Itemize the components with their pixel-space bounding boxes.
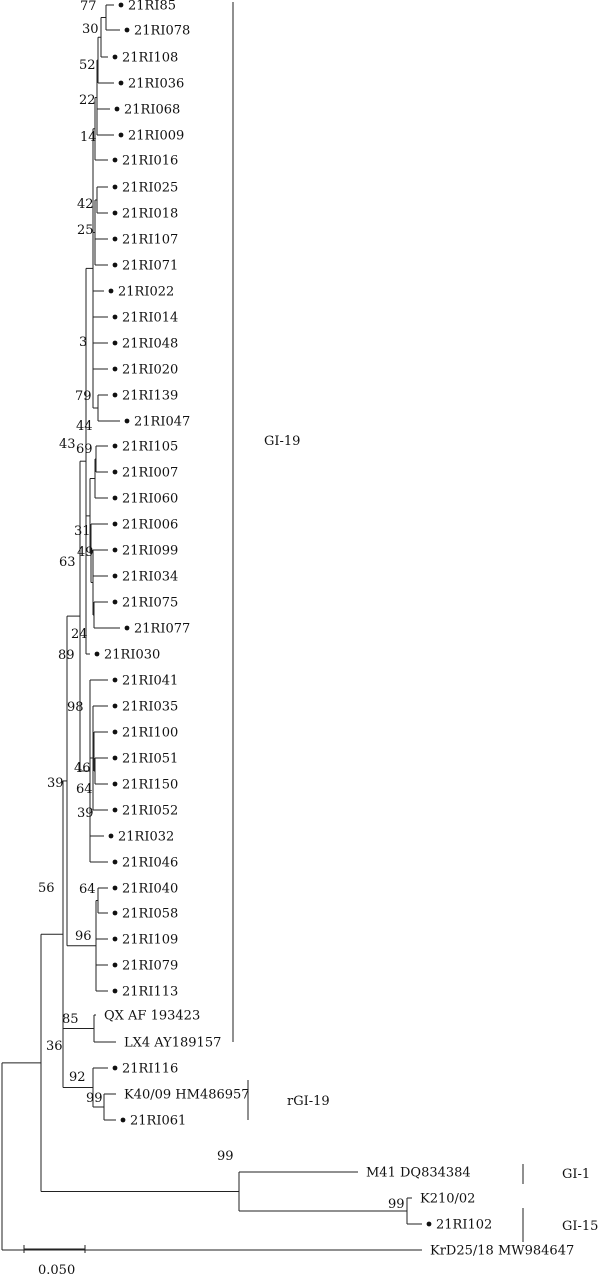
leaf-marker-dot [119, 81, 124, 86]
leaf-label: 21RI099 [122, 543, 179, 559]
leaf-label: 21RI046 [122, 855, 179, 871]
leaf-label: 21RI068 [124, 102, 181, 118]
leaf-marker-dot [113, 808, 118, 813]
leaf-label: 21RI009 [128, 128, 185, 144]
leaf-marker-dot [109, 289, 114, 294]
leaf-marker-dot [125, 419, 130, 424]
bootstrap-value: 99 [86, 1091, 103, 1106]
bootstrap-value: 43 [59, 437, 76, 452]
leaf-marker-dot [113, 55, 118, 60]
leaf-label: 21RI048 [122, 336, 179, 352]
leaf-label: KrD25/18 MW984647 [430, 1243, 575, 1259]
leaf-label: 21RI022 [118, 284, 175, 300]
bootstrap-value: 3 [79, 335, 88, 350]
leaf-marker-dot [113, 315, 118, 320]
leaf-marker-dot [121, 1118, 126, 1123]
leaf-label: 21RI006 [122, 517, 179, 533]
bootstrap-value: 99 [217, 1149, 234, 1164]
bootstrap-value: 44 [76, 419, 93, 434]
leaf-label: 21RI071 [122, 258, 179, 274]
bootstrap-value: 85 [62, 1012, 79, 1027]
bootstrap-value: 89 [58, 648, 75, 663]
leaf-marker-dot [113, 1066, 118, 1071]
leaf-label: 21RI139 [122, 388, 179, 404]
leaf-marker-dot [95, 652, 100, 657]
leaf-label: 21RI079 [122, 958, 179, 974]
leaf-marker-dot [113, 704, 118, 709]
bootstrap-value: 63 [59, 555, 76, 570]
bootstrap-value: 64 [79, 882, 96, 897]
leaf-label: 21RI047 [134, 414, 191, 430]
leaf-marker-dot [113, 911, 118, 916]
leaf-marker-dot [113, 341, 118, 346]
leaf-label: 21RI150 [122, 777, 179, 793]
leaf-label: 21RI102 [436, 1217, 493, 1233]
leaf-labels [104, 0, 574, 1259]
bootstrap-value: 69 [76, 442, 93, 457]
leaf-label: 21RI85 [128, 0, 177, 14]
bootstrap-value: 42 [77, 197, 94, 212]
clade-label-gi-15: GI-15 [562, 1219, 599, 1234]
leaf-marker-dot [115, 107, 120, 112]
leaf-label: 21RI025 [122, 180, 179, 196]
bootstrap-value: 56 [38, 881, 55, 896]
leaf-marker-dot [113, 522, 118, 527]
leaf-label: K210/02 [420, 1191, 476, 1207]
leaf-marker-dot [113, 989, 118, 994]
leaf-label: 21RI040 [122, 881, 179, 897]
leaf-label: 21RI058 [122, 906, 179, 922]
bootstrap-value: 79 [75, 389, 92, 404]
leaf-marker-dot [113, 886, 118, 891]
bootstrap-value: 22 [79, 93, 96, 108]
leaf-marker-dot [113, 367, 118, 372]
bootstrap-value: 39 [77, 806, 94, 821]
bootstrap-value: 36 [46, 1039, 63, 1054]
leaf-label: LX4 AY189157 [124, 1035, 222, 1051]
leaf-marker-dot [113, 574, 118, 579]
leaf-marker-dot [113, 263, 118, 268]
leaf-label: 21RI051 [122, 751, 179, 767]
leaf-marker-dot [113, 860, 118, 865]
bootstrap-value: 49 [77, 545, 94, 560]
bootstrap-value: 31 [74, 524, 91, 539]
leaf-label: 21RI113 [122, 984, 179, 1000]
leaf-label: 21RI107 [122, 232, 179, 248]
leaf-label: 21RI030 [104, 647, 161, 663]
clade-label-rgi-19: rGI-19 [287, 1094, 330, 1109]
leaf-marker-dot [125, 626, 130, 631]
leaf-marker-dot [113, 730, 118, 735]
bootstrap-value: 14 [80, 130, 97, 145]
tree-branches [2, 5, 422, 1250]
bootstrap-value: 30 [82, 22, 99, 37]
leaf-label: 21RI035 [122, 699, 179, 715]
bootstrap-value: 77 [80, 0, 97, 14]
leaf-marker-dot [113, 444, 118, 449]
bootstrap-value: 25 [77, 223, 94, 238]
bootstrap-value: 64 [76, 782, 93, 797]
bootstrap-value: 99 [388, 1197, 405, 1212]
leaf-marker-dot [113, 496, 118, 501]
leaf-label: 21RI109 [122, 932, 179, 948]
bootstrap-value: 52 [79, 58, 96, 73]
leaf-marker-dot [113, 963, 118, 968]
clade-label-gi-1: GI-1 [562, 1167, 591, 1182]
leaf-label: 21RI018 [122, 206, 179, 222]
leaf-label: 21RI116 [122, 1061, 179, 1077]
bootstrap-value: 39 [47, 776, 64, 791]
scale-bar-label: 0.050 [38, 1263, 76, 1278]
leaf-label: 21RI041 [122, 673, 179, 689]
leaf-label: 21RI034 [122, 569, 179, 585]
leaf-label: 21RI060 [122, 491, 179, 507]
bootstrap-value: 96 [75, 929, 92, 944]
leaf-marker-dot [113, 470, 118, 475]
clade-brackets [233, 2, 598, 1242]
leaf-label: 21RI020 [122, 362, 179, 378]
leaf-marker-dot [113, 756, 118, 761]
bootstrap-value: 92 [69, 1070, 86, 1085]
leaf-marker-dot [427, 1222, 432, 1227]
leaf-label: K40/09 HM486957 [124, 1087, 250, 1103]
leaf-label: 21RI014 [122, 310, 179, 326]
leaf-marker-dot [113, 185, 118, 190]
leaf-label: 21RI078 [134, 23, 191, 39]
leaf-marker-dot [119, 133, 124, 138]
leaf-marker-dot [113, 600, 118, 605]
leaf-marker-dot [113, 548, 118, 553]
leaf-label: QX AF 193423 [104, 1008, 201, 1024]
leaf-label: 21RI075 [122, 595, 179, 611]
bootstrap-value: 24 [71, 627, 88, 642]
leaf-label: 21RI100 [122, 725, 179, 741]
leaf-marker-dot [113, 782, 118, 787]
leaf-label: 21RI052 [122, 803, 179, 819]
leaf-label: 21RI036 [128, 76, 185, 92]
leaf-label: 21RI007 [122, 465, 179, 481]
leaf-label: 21RI105 [122, 439, 179, 455]
leaf-label: M41 DQ834384 [366, 1165, 471, 1181]
leaf-marker-dot [113, 158, 118, 163]
leaf-marker-dot [125, 28, 130, 33]
bootstrap-value: 46 [74, 761, 91, 776]
leaf-label: 21RI032 [118, 829, 175, 845]
leaf-marker-dot [109, 834, 114, 839]
leaf-label: 21RI061 [130, 1113, 187, 1129]
leaf-marker-dot [113, 393, 118, 398]
leaf-label: 21RI077 [134, 621, 191, 637]
bootstrap-value: 98 [67, 700, 84, 715]
clade-label-gi-19: GI-19 [264, 434, 301, 449]
leaf-marker-dot [119, 3, 124, 8]
leaf-marker-dot [113, 211, 118, 216]
leaf-label: 21RI016 [122, 153, 179, 169]
leaf-marker-dot [113, 237, 118, 242]
leaf-marker-dot [113, 937, 118, 942]
leaf-label: 21RI108 [122, 50, 179, 66]
leaf-marker-dot [113, 678, 118, 683]
